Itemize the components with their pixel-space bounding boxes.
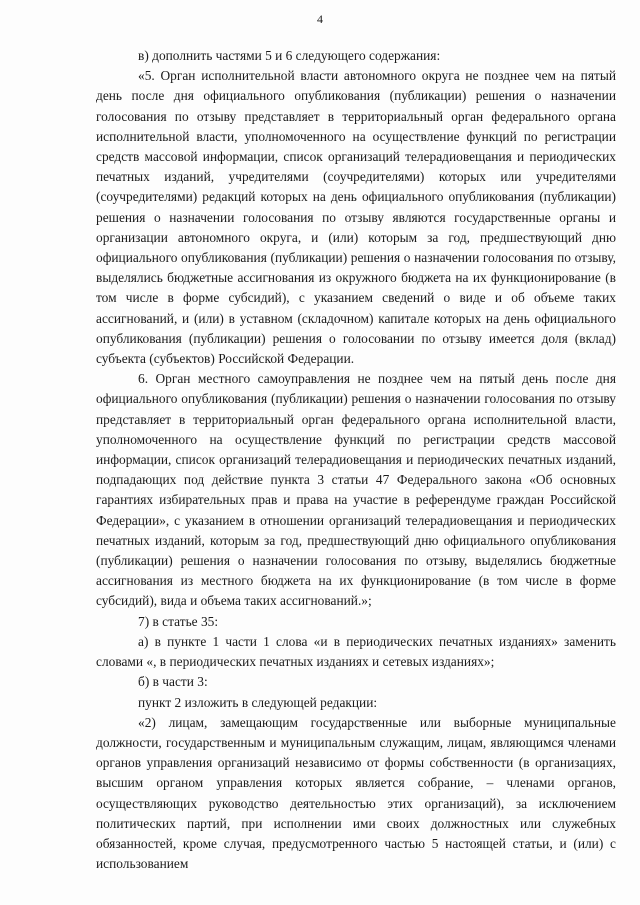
paragraph-amendment-b: б) в части 3: (138, 674, 208, 690)
paragraph-item-2-intro: пункт 2 изложить в следующей редакции: (138, 694, 378, 710)
paragraph-part-5: «5. Орган исполнительной власти автономного округа не позднее чем на пятый день после дня официального опубликования (публикации) решения о назначении голосования по отзыву представляет в территориальный орган федерального органа исполнительной власти, уполномоченного на осуществление функций по регистрации средств массовой информации, список организаций телерадиовещания и периодических печатных изданий, учредителями (соучредителями) которых или учредителями (соучредителями) редакций которых на день официального опубликования (публикации) решения о назначении голосования по отзыву являются государственные органы и организации автономного округа, и (или) которым за год, предшествующий дню официального опубликования (публикации) решения о назначении голосования по отзыву, выделялись бюджетные ассигнования из окружного бюджета на их функционирование (в том числе в форме субсидий), с указанием сведений о виде и об объеме таких ассигнований, и (или) в уставном (складочном) капитале которых на день официального опубликования (публикации) решения о голосовании по отзыву имеется доля (вклад) субъекта (субъектов) Российской Федерации. (96, 68, 616, 367)
paragraph-amendment-v: в) дополнить частями 5 и 6 следующего содержания: (138, 48, 441, 63)
paragraph-item-2-text: «2) лицам, замещающим государственные или выборные муниципальные должности, государственным и муниципальным служащим, лицам, являющимся членами органов управления организаций независимо от формы собственности (в организациях, высшим органом управления которых является собрание, – членами органов, осуществляющих руководство деятельностью этих организаций), за исключением политических партий, при исполнении ими своих должностных или служебных обязанностей, кроме случая, предусмотренного частью 5 настоящей статьи, и (или) с использованием (96, 714, 616, 872)
page-number: 4 (317, 12, 323, 26)
paragraph-amendment-a: а) в пункте 1 части 1 слова «и в периодических печатных изданиях» заменить словами «, в периодических печатных изданиях и сетевых изданиях»; (96, 633, 616, 670)
document-body (96, 46, 616, 874)
paragraph-article-35: 7) в статье 35: (138, 613, 219, 629)
paragraph-part-6: 6. Орган местного самоуправления не позднее чем на пятый день после дня официального опубликования (публикации) решения о назначении голосования по отзыву представляет в территориальный орган федерального органа исполнительной власти, уполномоченного на осуществление функций по регистрации средств массовой информации, список организаций телерадиовещания и периодических печатных изданий, подпадающих под действие пункта 3 статьи 47 Федерального закона «Об основных гарантиях избирательных прав и права на участие в референдуме граждан Российской Федерации», с указанием в отношении организаций телерадиовещания и периодических печатных изданий, которым за год, предшествующий дню официального опубликования (публикации) решения о назначении голосования по отзыву, выделялись бюджетные ассигнования из местного бюджета на их функционирование (в том числе в форме субсидий), вида и объема таких ассигнований.»; (96, 371, 616, 609)
